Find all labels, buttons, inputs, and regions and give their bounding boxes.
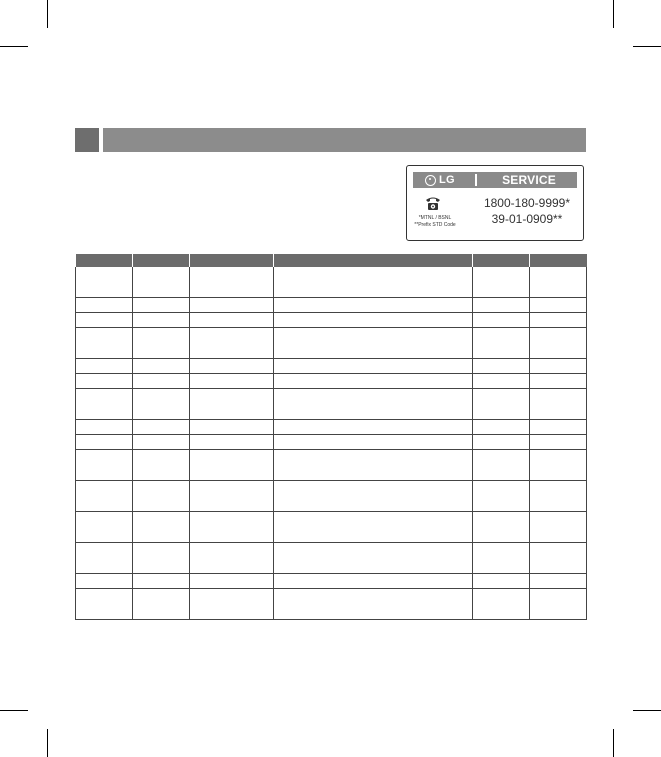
crop-mark <box>0 46 28 47</box>
table-row <box>76 435 587 450</box>
service-label: SERVICE <box>502 173 556 187</box>
table-cell <box>274 328 473 359</box>
table-cell <box>473 481 530 512</box>
table-cell <box>274 359 473 374</box>
table-cell <box>473 267 530 298</box>
table-cell <box>190 450 274 481</box>
crop-mark <box>0 710 28 711</box>
table-cell <box>190 267 274 298</box>
table-cell <box>133 481 190 512</box>
table-cell <box>133 420 190 435</box>
table-cell <box>190 543 274 574</box>
table-cell <box>76 328 133 359</box>
lg-logo <box>425 172 455 188</box>
table-cell <box>133 374 190 389</box>
table-cell <box>190 374 274 389</box>
table-cell <box>76 313 133 328</box>
table-header-cell <box>133 254 190 267</box>
table-row <box>76 512 587 543</box>
table-cell <box>76 420 133 435</box>
table-cell <box>530 298 587 313</box>
table-cell <box>76 389 133 420</box>
table-cell <box>76 543 133 574</box>
table-header-cell <box>190 254 274 267</box>
table-cell <box>190 481 274 512</box>
table-cell <box>133 512 190 543</box>
table-cell <box>530 313 587 328</box>
table-cell <box>133 450 190 481</box>
table-cell <box>76 298 133 313</box>
table-row <box>76 359 587 374</box>
table-header-cell <box>76 254 133 267</box>
crop-mark <box>47 0 48 28</box>
table-cell <box>530 359 587 374</box>
table-cell <box>133 267 190 298</box>
phone-note: *MTNL / BSNL **Prefix STD Code <box>414 215 456 228</box>
crop-mark <box>47 729 48 757</box>
crop-mark <box>633 710 661 711</box>
table-cell <box>530 589 587 620</box>
table-row <box>76 298 587 313</box>
table-cell <box>190 589 274 620</box>
table-cell <box>133 574 190 589</box>
table-cell <box>274 420 473 435</box>
table-cell <box>190 298 274 313</box>
table-cell <box>274 450 473 481</box>
table-cell <box>133 589 190 620</box>
table-row <box>76 450 587 481</box>
table-cell <box>473 574 530 589</box>
table-cell <box>76 574 133 589</box>
table-cell <box>274 298 473 313</box>
table-cell <box>76 435 133 450</box>
table-row <box>76 374 587 389</box>
table-cell <box>530 481 587 512</box>
table-cell <box>133 298 190 313</box>
table-cell <box>473 512 530 543</box>
table-cell <box>274 512 473 543</box>
table-row <box>76 420 587 435</box>
table-cell <box>133 389 190 420</box>
table-header-cell <box>530 254 587 267</box>
table-row <box>76 574 587 589</box>
service-number: 39-01-0909** <box>491 212 563 226</box>
table-cell <box>530 328 587 359</box>
table-cell <box>76 359 133 374</box>
table-row <box>76 589 587 620</box>
table-cell <box>190 574 274 589</box>
table-cell <box>190 435 274 450</box>
table-cell <box>530 374 587 389</box>
table-cell <box>274 374 473 389</box>
table-row <box>76 267 587 298</box>
table-cell <box>190 512 274 543</box>
table-cell <box>190 328 274 359</box>
section-header-marker <box>75 128 99 152</box>
table-cell <box>473 589 530 620</box>
brand-label: LG <box>439 174 455 186</box>
table-header-cell <box>274 254 473 267</box>
table-row <box>76 543 587 574</box>
table-row <box>76 481 587 512</box>
table-cell <box>76 481 133 512</box>
table-cell <box>76 512 133 543</box>
table-cell <box>530 389 587 420</box>
table-cell <box>473 435 530 450</box>
table-cell <box>76 589 133 620</box>
table-cell <box>530 574 587 589</box>
table-cell <box>133 359 190 374</box>
table-cell <box>76 374 133 389</box>
table-cell <box>530 450 587 481</box>
table-cell <box>473 420 530 435</box>
table-cell <box>190 359 274 374</box>
table-cell <box>473 359 530 374</box>
table-cell <box>473 298 530 313</box>
table-cell <box>530 543 587 574</box>
table-cell <box>530 420 587 435</box>
table-cell <box>274 543 473 574</box>
table-cell <box>473 374 530 389</box>
table-cell <box>274 435 473 450</box>
table-cell <box>530 512 587 543</box>
table-cell <box>133 543 190 574</box>
table-cell <box>190 313 274 328</box>
table-cell <box>133 328 190 359</box>
toll-free-number: 1800-180-9999* <box>483 196 571 210</box>
table-cell <box>473 313 530 328</box>
table-cell <box>473 450 530 481</box>
table-row <box>76 313 587 328</box>
table-cell <box>76 267 133 298</box>
lg-logo-icon <box>425 175 436 186</box>
table-cell <box>133 435 190 450</box>
divider <box>475 174 477 186</box>
service-card <box>406 165 584 241</box>
table-cell <box>473 543 530 574</box>
crop-mark <box>613 0 614 28</box>
table-cell <box>76 450 133 481</box>
table-cell <box>530 267 587 298</box>
table-cell <box>274 481 473 512</box>
crop-mark <box>633 46 661 47</box>
table-cell <box>274 574 473 589</box>
crop-mark <box>613 729 614 757</box>
table-cell <box>190 420 274 435</box>
table-cell <box>133 313 190 328</box>
table-cell <box>274 313 473 328</box>
telephone-icon <box>425 195 441 211</box>
table-cell <box>274 267 473 298</box>
table-cell <box>274 389 473 420</box>
table-cell <box>473 328 530 359</box>
section-header-bar <box>103 128 586 152</box>
service-table <box>75 254 587 620</box>
table-cell <box>530 435 587 450</box>
table-cell <box>274 589 473 620</box>
table-header-cell <box>473 254 530 267</box>
table-cell <box>190 389 274 420</box>
service-bar <box>413 172 577 188</box>
table-cell <box>473 389 530 420</box>
table-header-row <box>76 254 587 267</box>
table-row <box>76 389 587 420</box>
table-row <box>76 328 587 359</box>
